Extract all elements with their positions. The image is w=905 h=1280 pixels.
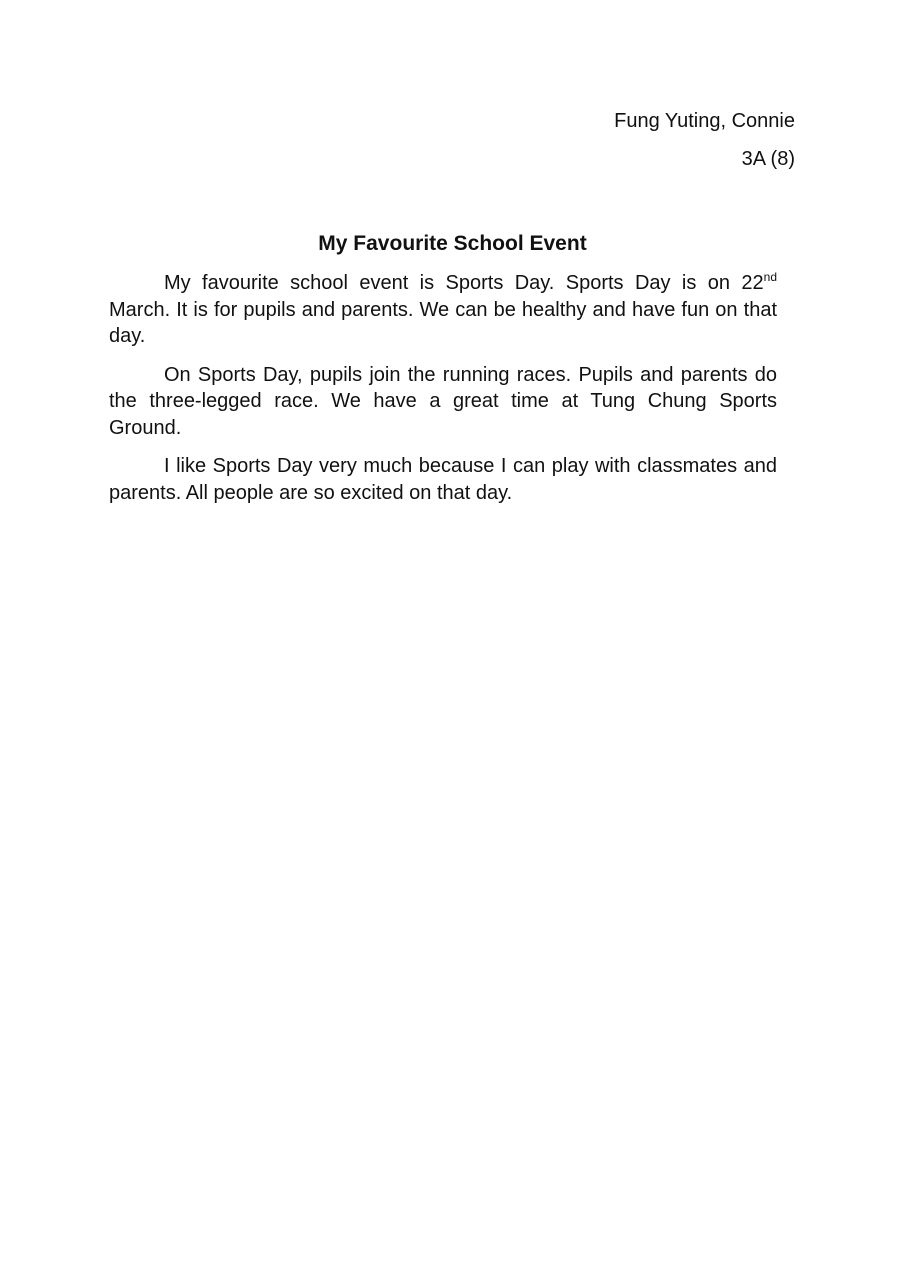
author-name: Fung Yuting, Connie (614, 110, 795, 132)
class-number: 3A (8) (741, 148, 795, 170)
paragraph-1 (109, 270, 777, 350)
paragraph-3: I like Sports Day very much because I can play with classmates and parents. All people are so excited on that day. (109, 455, 777, 504)
paragraph-2: On Sports Day, pupils join the running races. Pupils and parents do the three-legged race. We have a great time at Tung Chung Sports Ground. (109, 363, 777, 439)
ordinal-suffix: nd (763, 270, 777, 284)
student-info (614, 108, 795, 172)
paragraph-1-text-a: My favourite school event is Sports Day. Sports Day is on 22 (164, 272, 764, 294)
paragraph-1-text-b: March. It is for pupils and parents. We can be healthy and have fun on that day. (109, 298, 777, 347)
essay-title: My Favourite School Event (318, 232, 587, 255)
essay-body (109, 270, 777, 518)
